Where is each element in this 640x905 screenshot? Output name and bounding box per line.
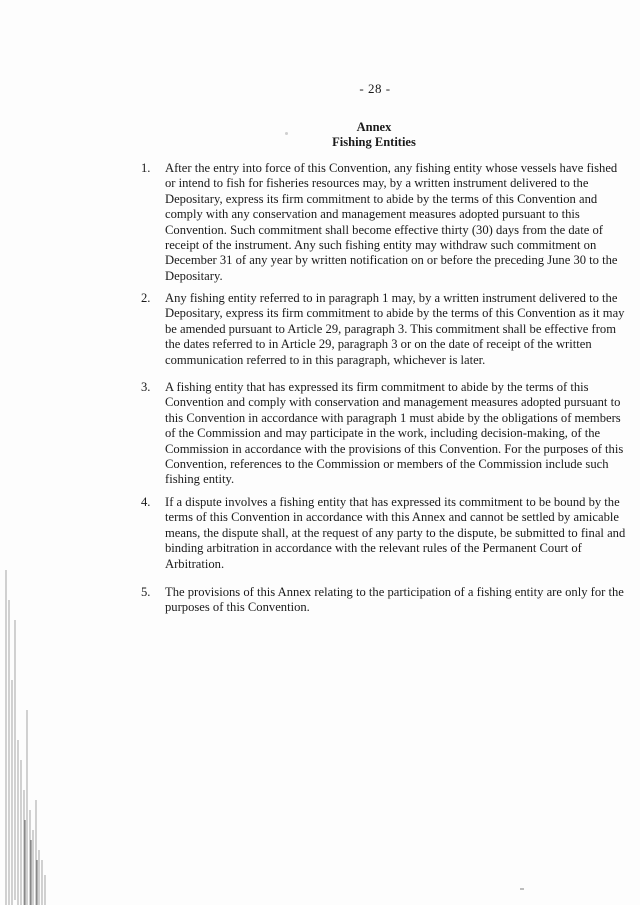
scan-edge-artifact [0, 560, 52, 905]
paragraph-number: 1. [141, 161, 151, 175]
annex-heading [0, 120, 640, 150]
scan-speck [285, 132, 288, 135]
paragraph-text: If a dispute involves a fishing entity that has expressed its commitment to be bound by the terms of this Convention in accordance with this Annex and cannot be settled by amicable means, the dispute shall, at the request of any party to the dispute, be submitted to final and binding arbitration in accordance with the relevant rules of the Permanent Court of Arbitration. [165, 495, 626, 571]
paragraph-number: 2. [141, 291, 151, 305]
annex-title: Annex [356, 120, 392, 134]
paragraph-number: 5. [141, 585, 151, 599]
paragraph-5 [141, 585, 630, 616]
scan-speck [520, 888, 524, 890]
paragraph-1 [141, 161, 630, 284]
paragraph-3 [141, 380, 630, 488]
paragraph-2 [141, 291, 630, 368]
paragraph-text: The provisions of this Annex relating to the participation of a fishing entity are only for the purposes of this Convention. [165, 585, 624, 615]
paragraph-text: A fishing entity that has expressed its firm commitment to abide by the terms of this Convention and comply with conservation and management measures adopted pursuant to this Convention in accordance with paragraph 1 must abide by the obligations of members of the Commission and may participate in the work, including decision-making, of the Commission in accordance with the provisions of this Convention. For the purposes of this Convention, references to the Commission or members of the Commission include such fishing entity. [165, 380, 624, 487]
paragraph-number: 3. [141, 380, 151, 394]
paragraph-text: After the entry into force of this Convention, any fishing entity whose vessels have fished or intend to fish for fisheries resources may, by a written instrument delivered to the Depositary, express its firm commitment to abide by the terms of this Convention and comply with any conservation and management measures adopted pursuant to this Convention. Such commitment shall become effective thirty (30) days from the date of receipt of the instrument. Any such fishing entity may withdraw such commitment on December 31 of any year by written notification on or before the preceding June 30 to the Depositary. [165, 161, 618, 283]
paragraph-text: Any fishing entity referred to in paragraph 1 may, by a written instrument delivered to the Depositary, express its firm commitment to abide by the terms of this Convention as it may be amended pursuant to Article 29, paragraph 3. This commitment shall be effective from the dates referred to in Article 29, paragraph 3 or on the date of receipt of the written communication referred to in this paragraph, whichever is later. [165, 291, 625, 367]
page-number: - 28 - [359, 81, 391, 96]
annex-subtitle: Fishing Entities [332, 135, 416, 149]
paragraph-number: 4. [141, 495, 151, 509]
paragraph-4 [141, 495, 630, 572]
